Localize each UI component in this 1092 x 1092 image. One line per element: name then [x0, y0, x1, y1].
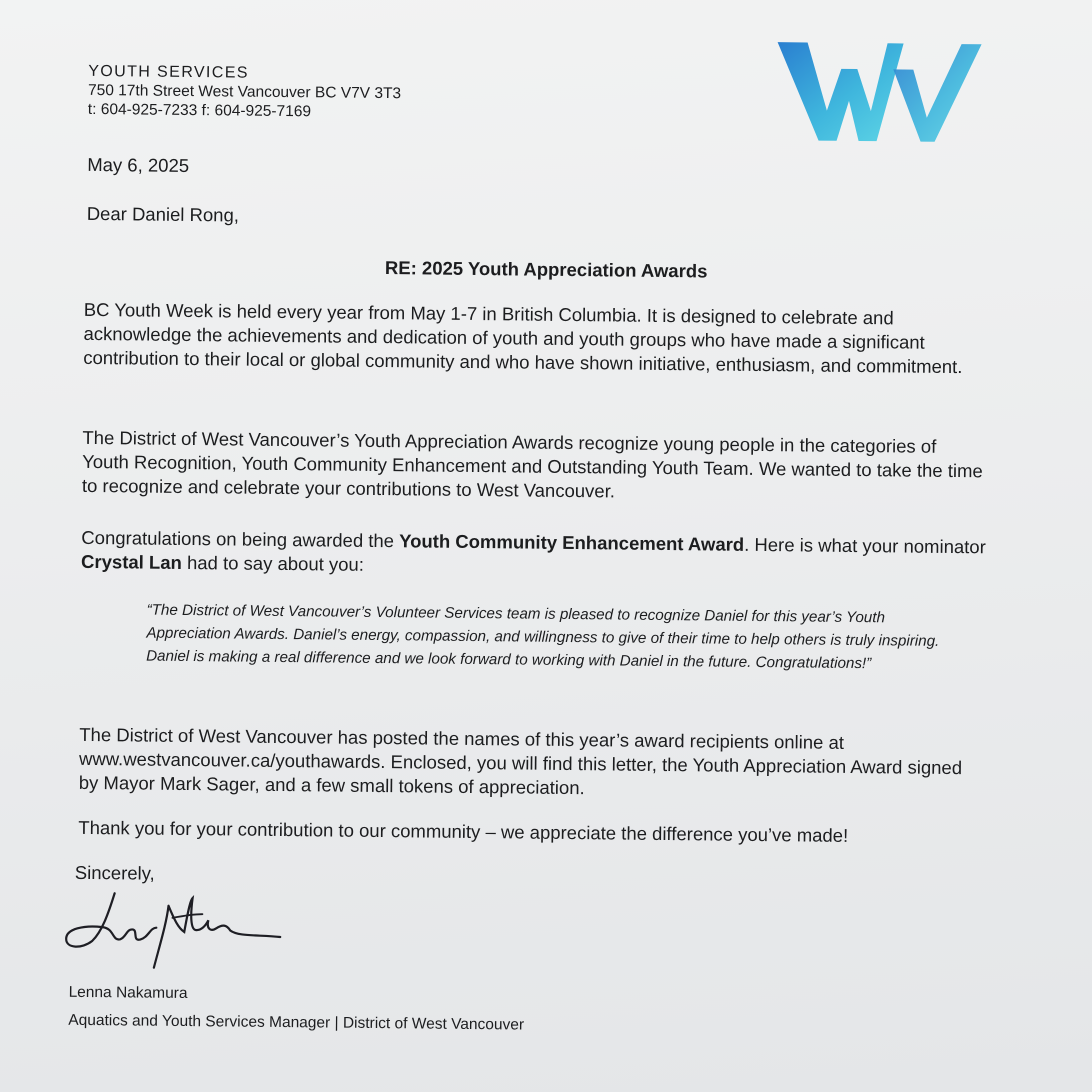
paragraph-youth-week: BC Youth Week is held every year from May 1-7 in British Columbia. It is designed to celebrate and acknowledge the achievements and dedication of youth and youth groups who have made a significant contribution to their local or global community and who have shown initiative, enthusiasm, and commitment.: [83, 298, 963, 378]
congrats-text-3: had to say about you:: [181, 551, 365, 575]
salutation: Dear Daniel Rong,: [86, 202, 240, 226]
nominator-name: Crystal Lan: [81, 550, 182, 573]
handwritten-signature: [62, 883, 293, 980]
paragraph-recipients-online: The District of West Vancouver has posted the names of this year’s award recipients online at www.westvancouver.ca/youthawards. Enclosed, you will find this letter, the Youth Appreciation Award signed by Mayor Mark Sager, and a few small tokens of appreciation.: [78, 723, 963, 799]
congrats-text-2: . Here is what your nominator: [744, 533, 986, 558]
paragraph-congratulations: [81, 526, 986, 583]
signer-name: Lenna Nakamura: [68, 983, 188, 1003]
signer-title: Aquatics and Youth Services Manager | District of West Vancouver: [68, 1011, 525, 1034]
closing: Sincerely,: [74, 861, 155, 884]
org-name: YOUTH SERVICES: [88, 62, 250, 82]
org-address: 750 17th Street West Vancouver BC V7V 3T3: [87, 81, 402, 103]
subject-line: RE: 2025 Youth Appreciation Awards: [384, 257, 708, 282]
paragraph-awards-info: The District of West Vancouver’s Youth Appreciation Awards recognize young people in the categories of Youth Recognition, Youth Community Enhancement and Outstanding Youth Team. We wanted to take the time to recognize and celebrate your contributions to West Vancouver.: [81, 426, 983, 502]
letter-date: May 6, 2025: [87, 153, 190, 176]
wv-logo: [775, 38, 986, 146]
org-phone: t: 604-925-7233 f: 604-925-7169: [87, 100, 312, 121]
paragraph-thank-you: Thank you for your contribution to our community – we appreciate the difference you’ve made!: [78, 816, 849, 846]
letterhead: [88, 62, 402, 122]
award-name: Youth Community Enhancement Award: [399, 530, 745, 555]
nominator-quote: “The District of West Vancouver’s Volunteer Services team is pleased to recognize Daniel for this year’s Youth Appreciation Awards. Daniel’s energy, compassion, and willingness to give of their time to help others is truly inspiring. Daniel is making a real difference and we look forward to working with Daniel in the future. Congratulations!”: [146, 601, 940, 673]
congrats-text-1: Congratulations on being awarded the: [81, 526, 400, 552]
